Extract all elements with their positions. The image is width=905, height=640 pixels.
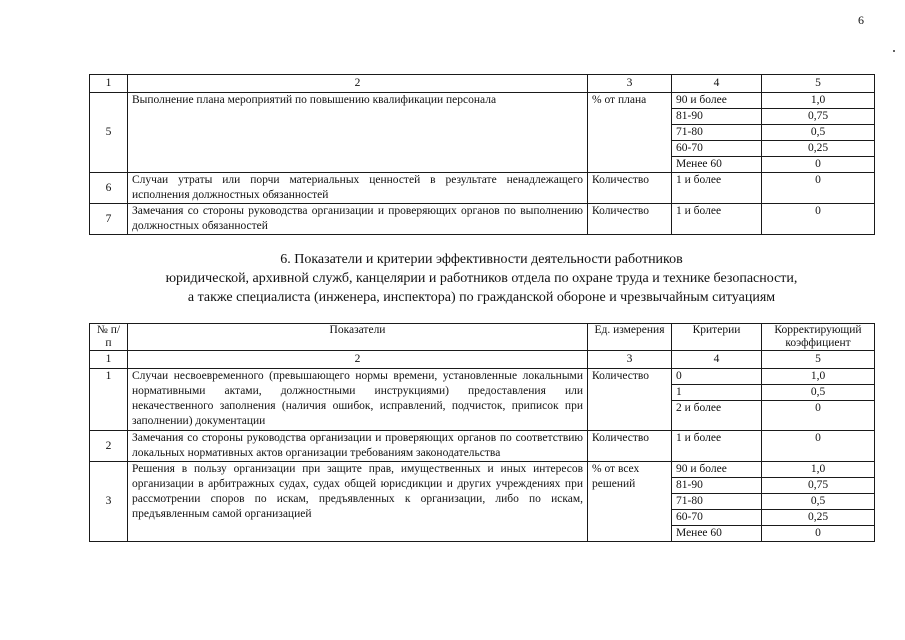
criterion-value: 90 и более xyxy=(672,93,762,109)
row-number: 6 xyxy=(90,173,128,204)
header-unit: Ед. измерения xyxy=(588,324,672,351)
column-number: 4 xyxy=(672,75,762,93)
column-number: 3 xyxy=(588,351,672,369)
row-number: 5 xyxy=(90,93,128,173)
coefficient-value: 0,75 xyxy=(762,478,875,494)
column-number: 4 xyxy=(672,351,762,369)
criterion-value: 1 и более xyxy=(672,204,762,235)
indicator-text: Случаи утраты или порчи материальных ценностей в результате ненадлежащего исполнения должностных обязанностей xyxy=(128,173,588,204)
coefficient-value: 1,0 xyxy=(762,93,875,109)
criterion-value: 60-70 xyxy=(672,510,762,526)
column-number: 1 xyxy=(90,75,128,93)
coefficient-value: 1,0 xyxy=(762,369,875,385)
criterion-value: 1 xyxy=(672,385,762,401)
header-criteria: Критерии xyxy=(672,324,762,351)
criterion-value: Менее 60 xyxy=(672,526,762,542)
coefficient-value: 0 xyxy=(762,431,875,462)
unit-text: % от плана xyxy=(588,93,672,173)
unit-text: Количество xyxy=(588,204,672,235)
table-row xyxy=(90,173,875,204)
criterion-value: 2 и более xyxy=(672,401,762,431)
row-number: 1 xyxy=(90,369,128,431)
indicator-text: Случаи несвоевременного (превышающего нормы времени, установленные локальными нормативными актами, должностными инструкциями) предоставления или некачественного заполнения (наличия ошибок, исправлений, подчисток, приписок при заполнении) документации xyxy=(128,369,588,431)
coefficient-value: 0 xyxy=(762,401,875,431)
criterion-value: Менее 60 xyxy=(672,157,762,173)
row-number: 7 xyxy=(90,204,128,235)
indicator-text: Замечания со стороны руководства организации и проверяющих органов по соответствию локальных нормативных актов организации требованиям законодательства xyxy=(128,431,588,462)
coefficient-value: 0,5 xyxy=(762,494,875,510)
header-num: № п/п xyxy=(90,324,128,351)
column-number-row xyxy=(90,351,875,369)
criterion-value: 71-80 xyxy=(672,125,762,141)
unit-text: Количество xyxy=(588,173,672,204)
section-heading-line: 6. Показатели и критерии эффективности деятельности работников xyxy=(280,252,683,267)
indicator-text: Выполнение плана мероприятий по повышению квалификации персонала xyxy=(128,93,588,173)
section-heading-line: юридической, архивной служб, канцелярии и работников отдела по охране труда и технике безопасности, xyxy=(165,271,798,286)
coefficient-value: 0,25 xyxy=(762,510,875,526)
table-row xyxy=(90,204,875,235)
section-heading-line: а также специалиста (инженера, инспектора) по гражданской обороне и чрезвычайным ситуациям xyxy=(187,290,776,305)
scan-speck xyxy=(893,50,895,52)
table-row xyxy=(90,93,875,109)
coefficient-value: 0,25 xyxy=(762,141,875,157)
criterion-value: 60-70 xyxy=(672,141,762,157)
column-number: 1 xyxy=(90,351,128,369)
unit-text: Количество xyxy=(588,369,672,431)
table-row xyxy=(90,369,875,385)
coefficient-value: 0 xyxy=(762,526,875,542)
coefficient-value: 0,5 xyxy=(762,125,875,141)
table-row xyxy=(90,431,875,462)
coefficient-value: 0 xyxy=(762,173,875,204)
column-number: 2 xyxy=(128,351,588,369)
indicator-text: Решения в пользу организации при защите прав, имущественных и иных интересов организации в арбитражных судах, судах общей юрисдикции и других учреждениях при рассмотрении споров по искам, предъявленных к организации, либо по искам, предъявленным самой организацией xyxy=(128,462,588,542)
indicators-table-continued xyxy=(89,74,875,235)
row-number: 2 xyxy=(90,431,128,462)
header-indicators: Показатели xyxy=(128,324,588,351)
column-number: 5 xyxy=(762,351,875,369)
indicator-text: Замечания со стороны руководства организации и проверяющих органов по выполнению должностных обязанностей xyxy=(128,204,588,235)
coefficient-value: 0,5 xyxy=(762,385,875,401)
indicators-table xyxy=(89,323,875,542)
row-number: 3 xyxy=(90,462,128,542)
table-row xyxy=(90,462,875,478)
table-header-row xyxy=(90,324,875,351)
criterion-value: 81-90 xyxy=(672,478,762,494)
coefficient-value: 0,75 xyxy=(762,109,875,125)
unit-text: Количество xyxy=(588,431,672,462)
section-heading xyxy=(89,250,874,307)
column-number: 2 xyxy=(128,75,588,93)
criterion-value: 90 и более xyxy=(672,462,762,478)
criterion-value: 1 и более xyxy=(672,431,762,462)
column-number: 3 xyxy=(588,75,672,93)
criterion-value: 81-90 xyxy=(672,109,762,125)
header-coefficient: Корректирующий коэффициент xyxy=(762,324,875,351)
column-number-row xyxy=(90,75,875,93)
criterion-value: 71-80 xyxy=(672,494,762,510)
criterion-value: 0 xyxy=(672,369,762,385)
coefficient-value: 0 xyxy=(762,157,875,173)
coefficient-value: 0 xyxy=(762,204,875,235)
unit-text: % от всех решений xyxy=(588,462,672,542)
coefficient-value: 1,0 xyxy=(762,462,875,478)
criterion-value: 1 и более xyxy=(672,173,762,204)
column-number: 5 xyxy=(762,75,875,93)
page-number: 6 xyxy=(858,13,864,27)
